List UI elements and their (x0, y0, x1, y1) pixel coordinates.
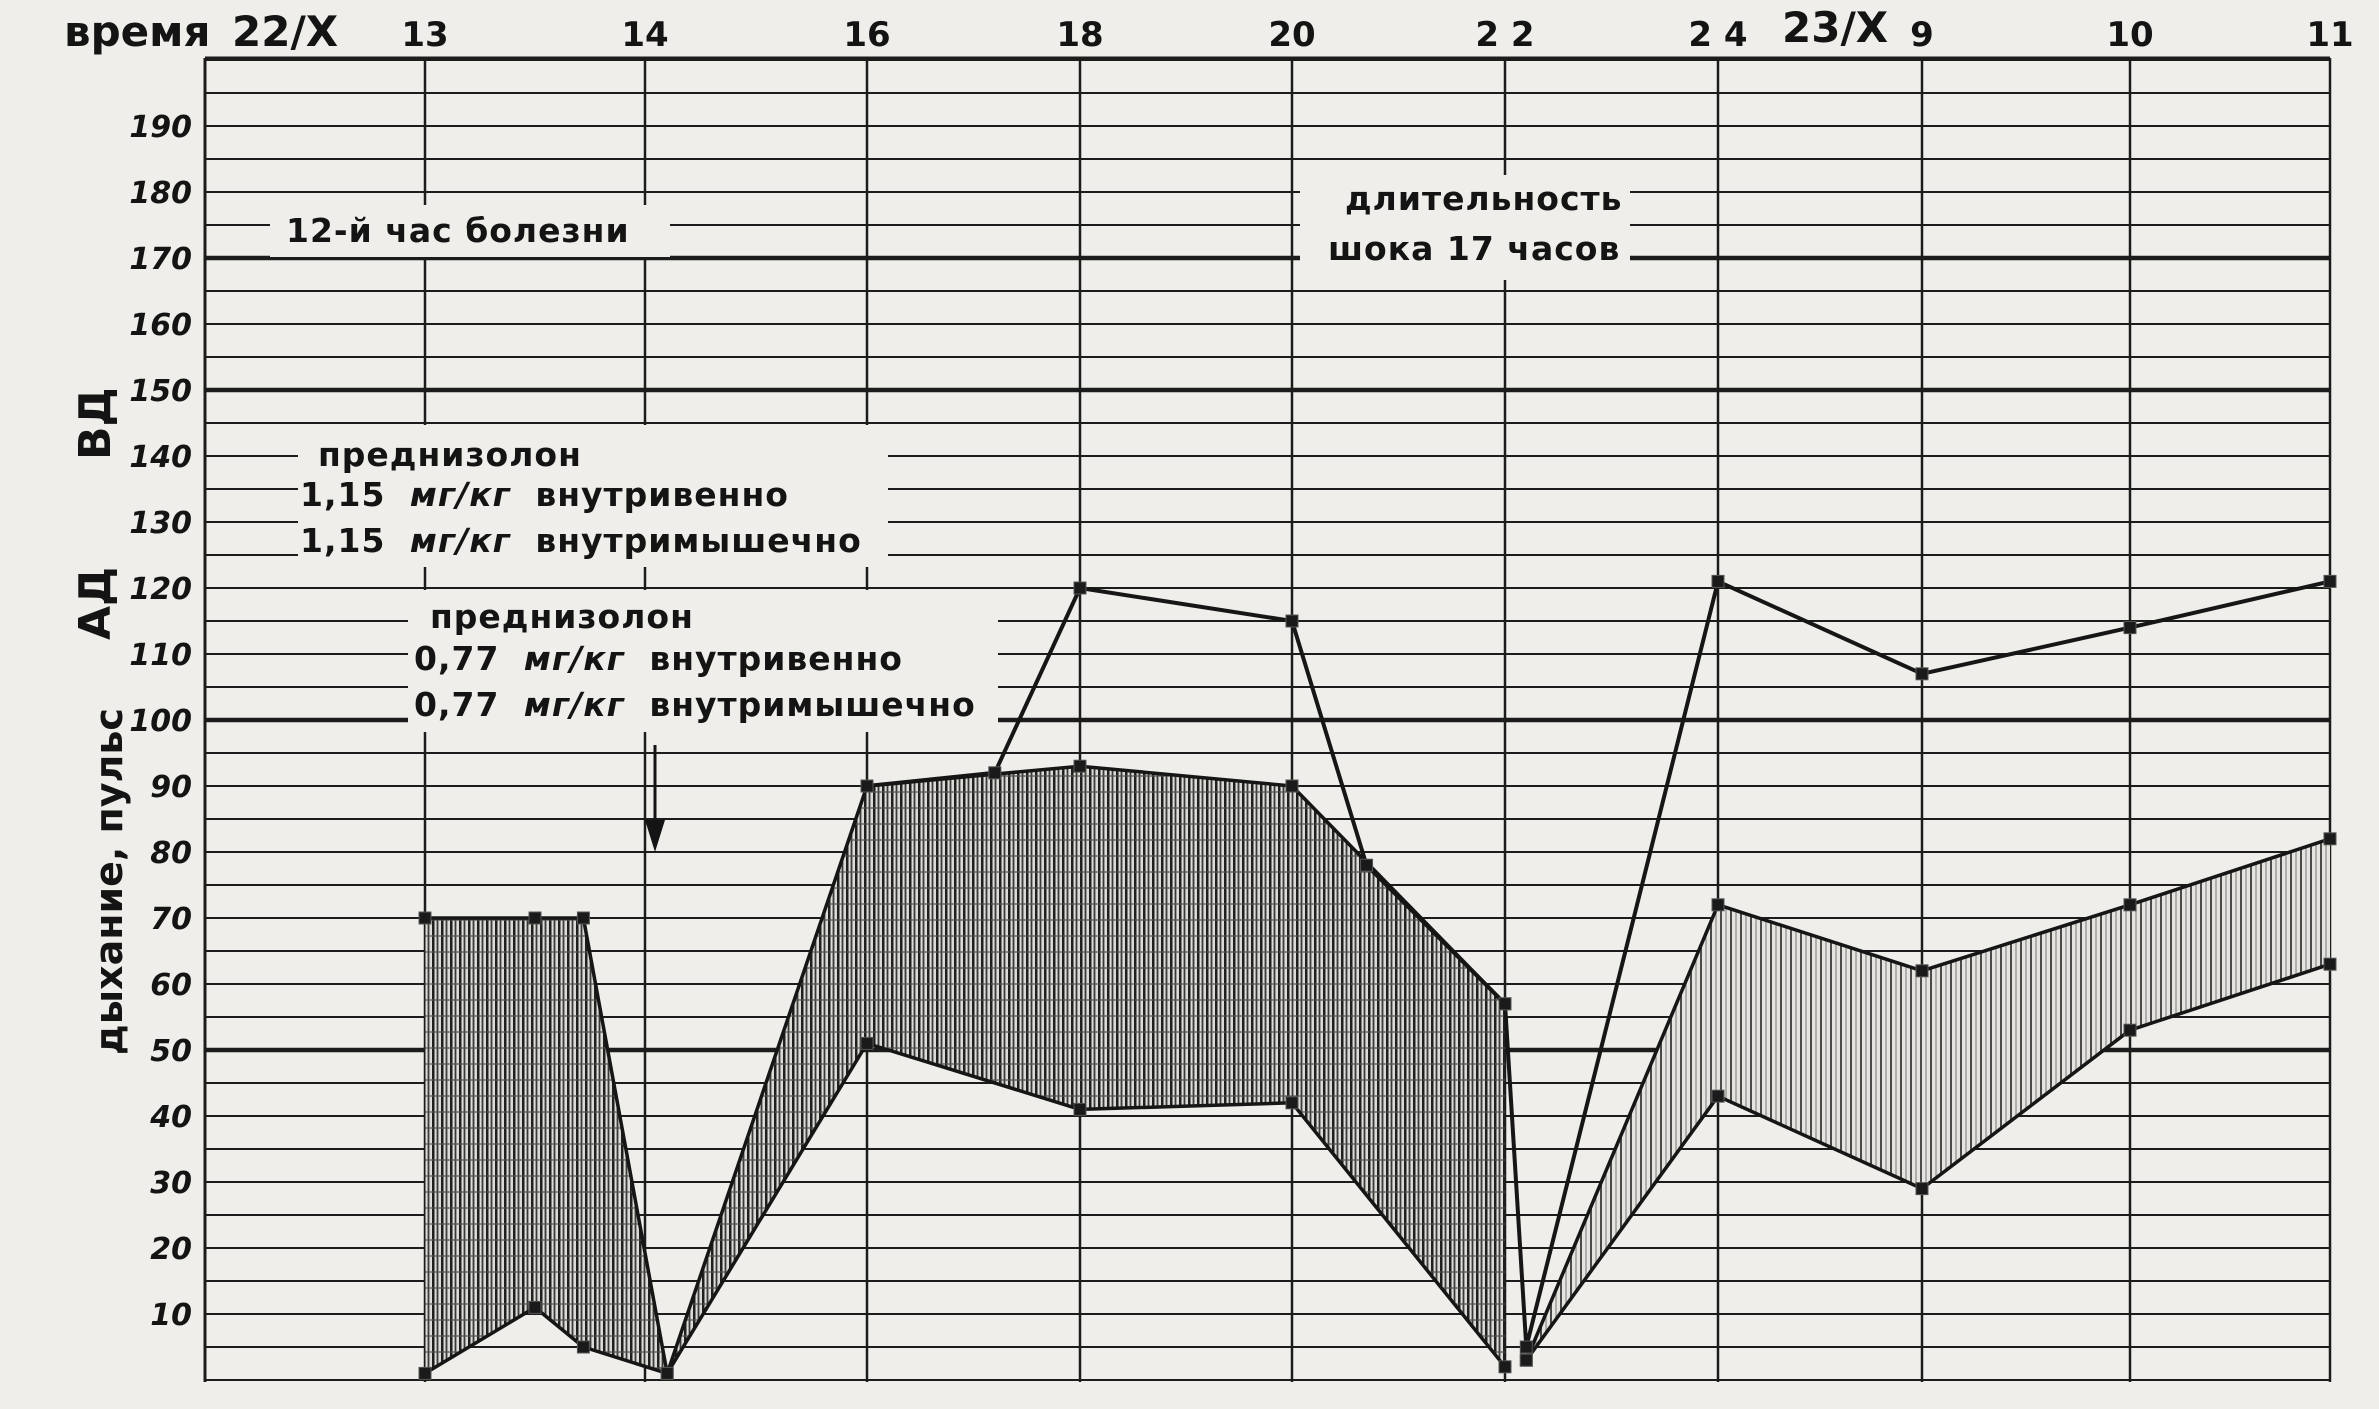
annotation-dose2-title: преднизолон (430, 597, 694, 636)
time-axis-labels (401, 15, 2353, 55)
y-tick-label: 180 (129, 176, 192, 211)
y-tick-label: 190 (129, 110, 192, 145)
y-tick-label: 10 (150, 1298, 192, 1333)
dose1-iv-route: внутривенно (535, 475, 789, 514)
data-point (577, 912, 589, 924)
dose1-im-value: 1,15 (300, 521, 386, 560)
time-label: 2 2 (1475, 15, 1535, 55)
annotation-dose1-im (300, 521, 862, 560)
y-tick-label: 50 (150, 1034, 192, 1069)
dose1-iv-unit: мг/кг (409, 475, 511, 514)
data-point (1074, 582, 1086, 594)
header-day2: 23/X (1782, 3, 1889, 52)
time-label: 9 (1910, 15, 1934, 55)
data-point (1520, 1354, 1532, 1366)
data-point (1074, 760, 1086, 772)
y-tick-label: 90 (150, 770, 192, 805)
dose1-im-route: внутримышечно (535, 521, 862, 560)
annotation-dose2-im (414, 685, 976, 724)
y-tick-label: 150 (129, 374, 192, 409)
y-axis-ticks (129, 110, 192, 1333)
data-point (861, 1037, 873, 1049)
y-tick-label: 160 (129, 308, 192, 343)
dose2-iv-route: внутривенно (649, 639, 903, 678)
annotation-shock-line1: длительность (1345, 179, 1623, 218)
data-point (1499, 998, 1511, 1010)
y-tick-label: 110 (129, 638, 192, 673)
data-point (1361, 859, 1373, 871)
dose2-im-unit: мг/кг (523, 685, 625, 724)
data-point (1712, 575, 1724, 587)
data-point (2124, 622, 2136, 634)
data-point (529, 1301, 541, 1313)
y-tick-label: 40 (150, 1100, 192, 1135)
data-point (1916, 965, 1928, 977)
data-point (1286, 615, 1298, 627)
data-point (577, 1341, 589, 1353)
annotation-hour: 12-й час болезни (286, 211, 630, 250)
header-day1: 22/X (232, 7, 339, 56)
dose2-iv-unit: мг/кг (523, 639, 625, 678)
data-point (1712, 899, 1724, 911)
dose2-im-value: 0,77 (414, 685, 500, 724)
y-tick-label: 170 (129, 242, 192, 277)
y-tick-label: 70 (150, 902, 192, 937)
time-label: 18 (1056, 15, 1104, 55)
data-point (1499, 1361, 1511, 1373)
data-point (2324, 958, 2336, 970)
y-axis-title-secondary: ВД (70, 387, 121, 460)
y-tick-label: 130 (129, 506, 192, 541)
y-axis-title-lower: дыхание, пульс (87, 708, 131, 1055)
annotation-dose1-title: преднизолон (318, 435, 582, 474)
time-label: 11 (2306, 15, 2354, 55)
y-tick-label: 30 (150, 1166, 192, 1201)
time-label: 16 (843, 15, 891, 55)
injection-arrow-icon (645, 745, 665, 852)
bp-range-fills (425, 766, 2330, 1373)
y-tick-label: 140 (129, 440, 192, 475)
dose2-iv-value: 0,77 (414, 639, 500, 678)
data-point (661, 1367, 673, 1379)
dose2-im-route: внутримышечно (649, 685, 976, 724)
y-tick-label: 100 (129, 704, 192, 739)
y-tick-label: 60 (150, 968, 192, 1003)
time-label: 14 (621, 15, 669, 55)
data-point (529, 912, 541, 924)
y-tick-label: 80 (150, 836, 192, 871)
data-point (1074, 1103, 1086, 1115)
header-time-prefix: время (64, 7, 211, 56)
time-label: 2 4 (1688, 15, 1748, 55)
bp-range-fill-left (425, 766, 1505, 1373)
data-point (861, 780, 873, 792)
data-point (1916, 1183, 1928, 1195)
data-point (2124, 1024, 2136, 1036)
dose1-iv-value: 1,15 (300, 475, 386, 514)
y-tick-label: 120 (129, 572, 192, 607)
data-point (1712, 1090, 1724, 1102)
data-point (989, 767, 1001, 779)
time-label: 20 (1268, 15, 1316, 55)
data-point (1916, 668, 1928, 680)
data-point (2124, 899, 2136, 911)
data-point (2324, 833, 2336, 845)
time-label: 10 (2106, 15, 2154, 55)
annotation-dose2-iv (414, 639, 903, 678)
data-point (1520, 1341, 1532, 1353)
data-point (1286, 1097, 1298, 1109)
data-point (2324, 575, 2336, 587)
y-tick-label: 20 (150, 1232, 192, 1267)
annotation-shock-line2: шока 17 часов (1328, 229, 1621, 268)
data-point (419, 912, 431, 924)
time-label: 13 (401, 15, 449, 55)
y-axis-title-primary: АД (70, 566, 121, 640)
annotation-dose1-iv (300, 475, 789, 514)
data-point (1286, 780, 1298, 792)
data-point (419, 1367, 431, 1379)
dose1-im-unit: мг/кг (409, 521, 511, 560)
